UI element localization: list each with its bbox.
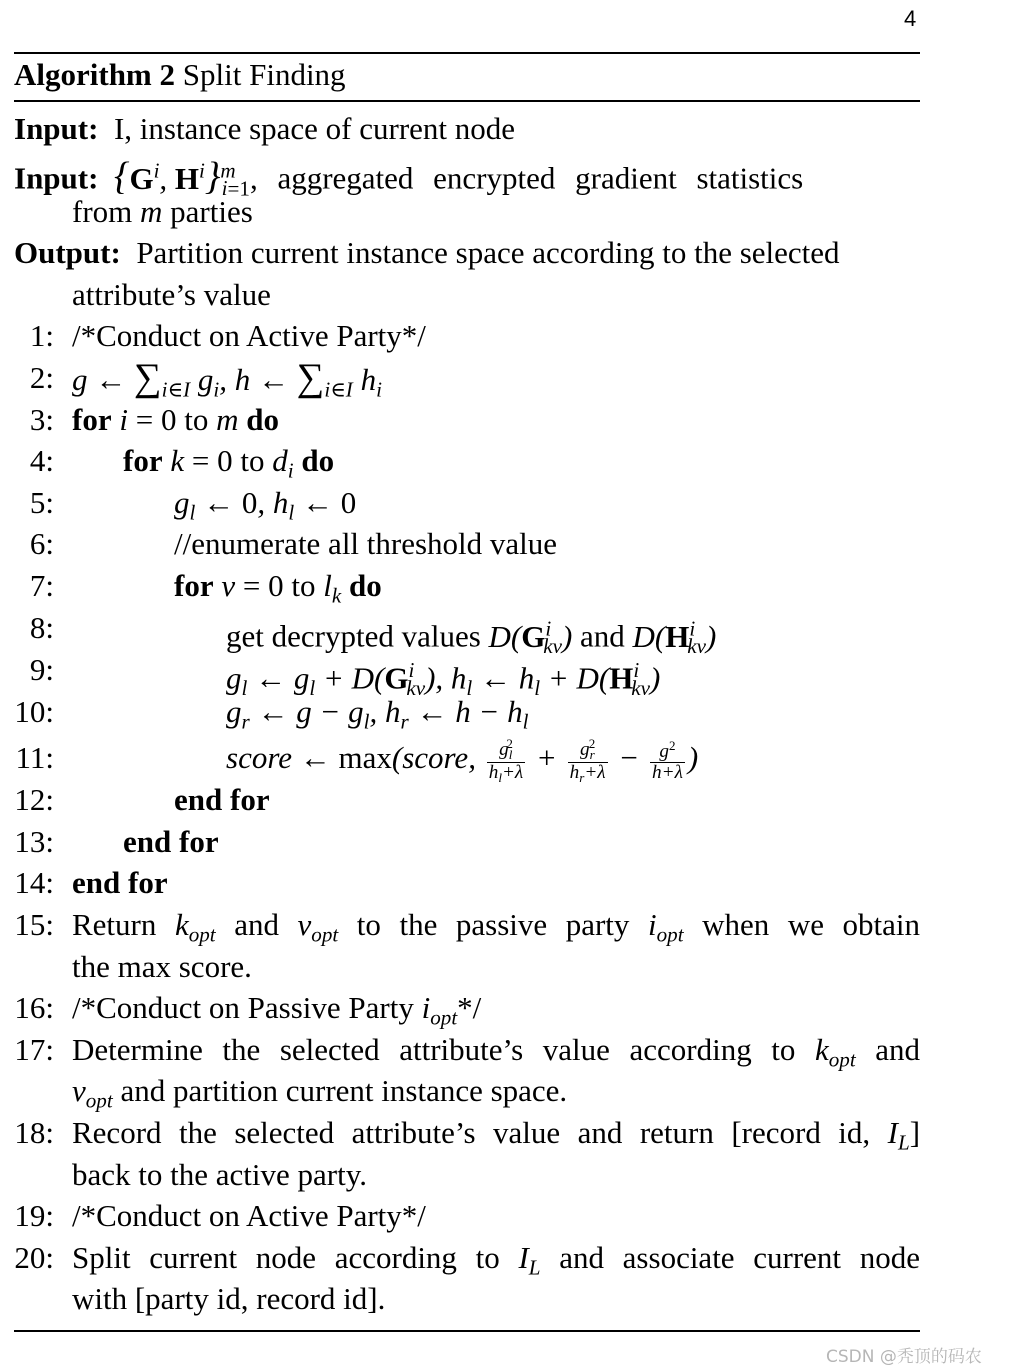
obtain-text: when we obtain	[702, 907, 921, 942]
input-line-1	[0, 108, 1012, 150]
algo-line-13	[0, 821, 1012, 863]
do-keyword: do	[246, 402, 279, 437]
party-record-text: with [party id, record id].	[72, 1281, 386, 1316]
input-2-text: , aggregated encrypted gradient statistics	[249, 160, 804, 196]
for-keyword: for	[174, 568, 214, 603]
algo-line-9	[0, 649, 1012, 700]
record-text: Record the selected attribute’s value and return [record id,	[72, 1115, 871, 1150]
algo-line-20: 20: Split current node according to $I_L$ and associate current node	[0, 1237, 1012, 1279]
line-number: 8:	[29, 610, 54, 645]
algo-line-12	[0, 779, 1012, 821]
decrypt-text: get decrypted values	[226, 618, 481, 654]
algo-line-8	[0, 607, 1012, 658]
gradient-set-formula: {$G^i$, $H^i\}^m_{i=1}$	[113, 154, 250, 200]
line-number: 7:	[29, 568, 54, 603]
end-for-keyword: end for	[72, 865, 168, 900]
and-word: and	[875, 1032, 921, 1067]
bottom-rule	[14, 1330, 920, 1332]
title-rule	[14, 100, 920, 102]
algo-line-1	[0, 315, 1012, 357]
line-number: 17:	[14, 1032, 54, 1067]
algo-line-16: 16: /*Conduct on Passive Party $i_{opt}*/$	[0, 987, 1012, 1029]
line-number: 20:	[14, 1240, 54, 1275]
line-number: 16:	[14, 990, 54, 1025]
associate-text: and associate current node	[559, 1240, 921, 1275]
algo-line-10	[0, 691, 1012, 733]
algo-line-4: 4: for k = 0 to $d_i$ do	[0, 440, 1012, 482]
line-number: 4:	[29, 443, 54, 478]
line-number: 5:	[29, 485, 54, 520]
comment-close: */	[457, 990, 482, 1025]
to-word: to	[184, 402, 209, 437]
comment-enumerate: //enumerate all threshold value	[174, 526, 558, 561]
output-line	[0, 232, 1012, 274]
init-formula: $g_l$ ← 0, $h_l$ ← 0	[174, 485, 357, 525]
back-to-active-text: back to the active party.	[72, 1157, 367, 1192]
line-number: 13:	[14, 824, 54, 859]
algo-line-19	[0, 1195, 1012, 1237]
page-number: 4	[904, 6, 917, 31]
end-for-keyword: end for	[123, 824, 219, 859]
comment-passive-party: /*Conduct on Passive Party	[72, 990, 414, 1025]
to-word: to	[240, 443, 265, 478]
algo-line-6	[0, 523, 1012, 565]
score-formula: score ← max(score, $\frac{g_l^2}{h_l+\lambda}$ + $\frac{g_r^2}{h_r+\lambda}$ − $\frac{g^2}{h+\lambda}$ )	[226, 736, 699, 785]
and-word: and	[580, 618, 625, 654]
line-number: 2:	[29, 360, 54, 395]
output-text: Partition current instance space according to the selected	[136, 235, 840, 270]
return-text: Return	[72, 907, 157, 942]
algo-line-18: 18: Record the selected attribute’s value and return [record id, $I_L$]	[0, 1112, 1012, 1154]
bracket-close: ]	[909, 1115, 921, 1150]
algo-line-18-cont	[0, 1154, 1012, 1196]
algo-line-7: 7: for v = 0 to $l_k$ do	[0, 565, 1012, 607]
line-number: 1:	[29, 318, 54, 353]
output-cont-text: attribute’s value	[72, 277, 271, 312]
decrypt-g-formula: $D(G^i_{kv})$	[488, 616, 573, 658]
split-text: Split current node according to	[72, 1240, 500, 1275]
algorithm-name: Split Finding	[182, 57, 346, 92]
input-line-2-cont: from m parties	[72, 194, 253, 229]
input-text: I, instance space of current node	[113, 111, 516, 146]
do-keyword: do	[301, 443, 335, 478]
watermark: CSDN @秃顶的码农	[826, 1347, 982, 1367]
algo-line-15-cont	[0, 946, 1012, 988]
accumulate-formula: $g_l$ ← $g_l + D(G^i_{kv})$, $h_l$ ← $h_l + D(H^i_{kv})$	[226, 658, 661, 700]
for-keyword: for	[72, 402, 112, 437]
m-var: m	[140, 194, 163, 229]
line-number: 10:	[14, 694, 54, 729]
for-keyword: for	[123, 443, 163, 478]
line-number: 9:	[29, 652, 54, 687]
comment-active-party-2: /*Conduct on Active Party*/	[72, 1198, 426, 1233]
algo-line-15: 15: Return $k_{opt}$ and $v_{opt}$ to the passive party $i_{opt}$ when we obtain	[0, 904, 1012, 946]
algo-line-17: 17: Determine the selected attribute’s value according to $k_{opt}$ and	[0, 1029, 1012, 1071]
algo-line-11	[0, 736, 1012, 785]
algorithm-label: Algorithm 2	[14, 57, 176, 92]
line-number: 11:	[15, 740, 54, 775]
algo-line-17-cont: $v_{opt}$ and partition current instance space.	[72, 1073, 568, 1113]
end-for-keyword: end for	[174, 782, 270, 817]
input-keyword: Input:	[14, 111, 99, 146]
line-number: 19:	[14, 1198, 54, 1233]
determine-text: Determine the selected attribute’s value according to	[72, 1032, 796, 1067]
comment-active-party: /*Conduct on Active Party*/	[72, 318, 426, 353]
algorithm-title	[0, 54, 1012, 96]
to-word: to	[291, 568, 316, 603]
partition-text: and partition current instance space.	[120, 1073, 568, 1108]
algo-line-14	[0, 862, 1012, 904]
max-score-text: the max score.	[72, 949, 252, 984]
line-number: 6:	[29, 526, 54, 561]
algo-line-5	[0, 482, 1012, 524]
passive-party-text: to the passive party	[356, 907, 630, 942]
input-keyword: Input:	[14, 160, 99, 196]
sum-formula: g ← $\sum_{i\in I}$ $g_i$, h ← $\sum_{i\in I}$ $h_i$	[72, 356, 382, 402]
algo-line-3: 3: for i = 0 to m do	[0, 399, 1012, 441]
line-number: 18:	[14, 1115, 54, 1150]
input-2-cont-text: parties	[170, 194, 253, 229]
line-number: 12:	[14, 782, 54, 817]
and-word: and	[234, 907, 279, 942]
line-number: 3:	[29, 402, 54, 437]
input-line-2	[0, 149, 1012, 200]
do-keyword: do	[348, 568, 382, 603]
line-number: 14:	[14, 865, 54, 900]
output-line-cont	[0, 274, 1012, 316]
line-number: 15:	[14, 907, 54, 942]
output-keyword: Output:	[14, 235, 121, 270]
right-stats-formula: $g_r$ ← $g - g_l$, $h_r$ ← $h - h_l$	[226, 694, 529, 734]
algo-line-20-cont	[0, 1278, 1012, 1320]
decrypt-h-formula: $D(H^i_{kv})$	[632, 616, 717, 658]
algo-line-2	[0, 356, 1012, 402]
